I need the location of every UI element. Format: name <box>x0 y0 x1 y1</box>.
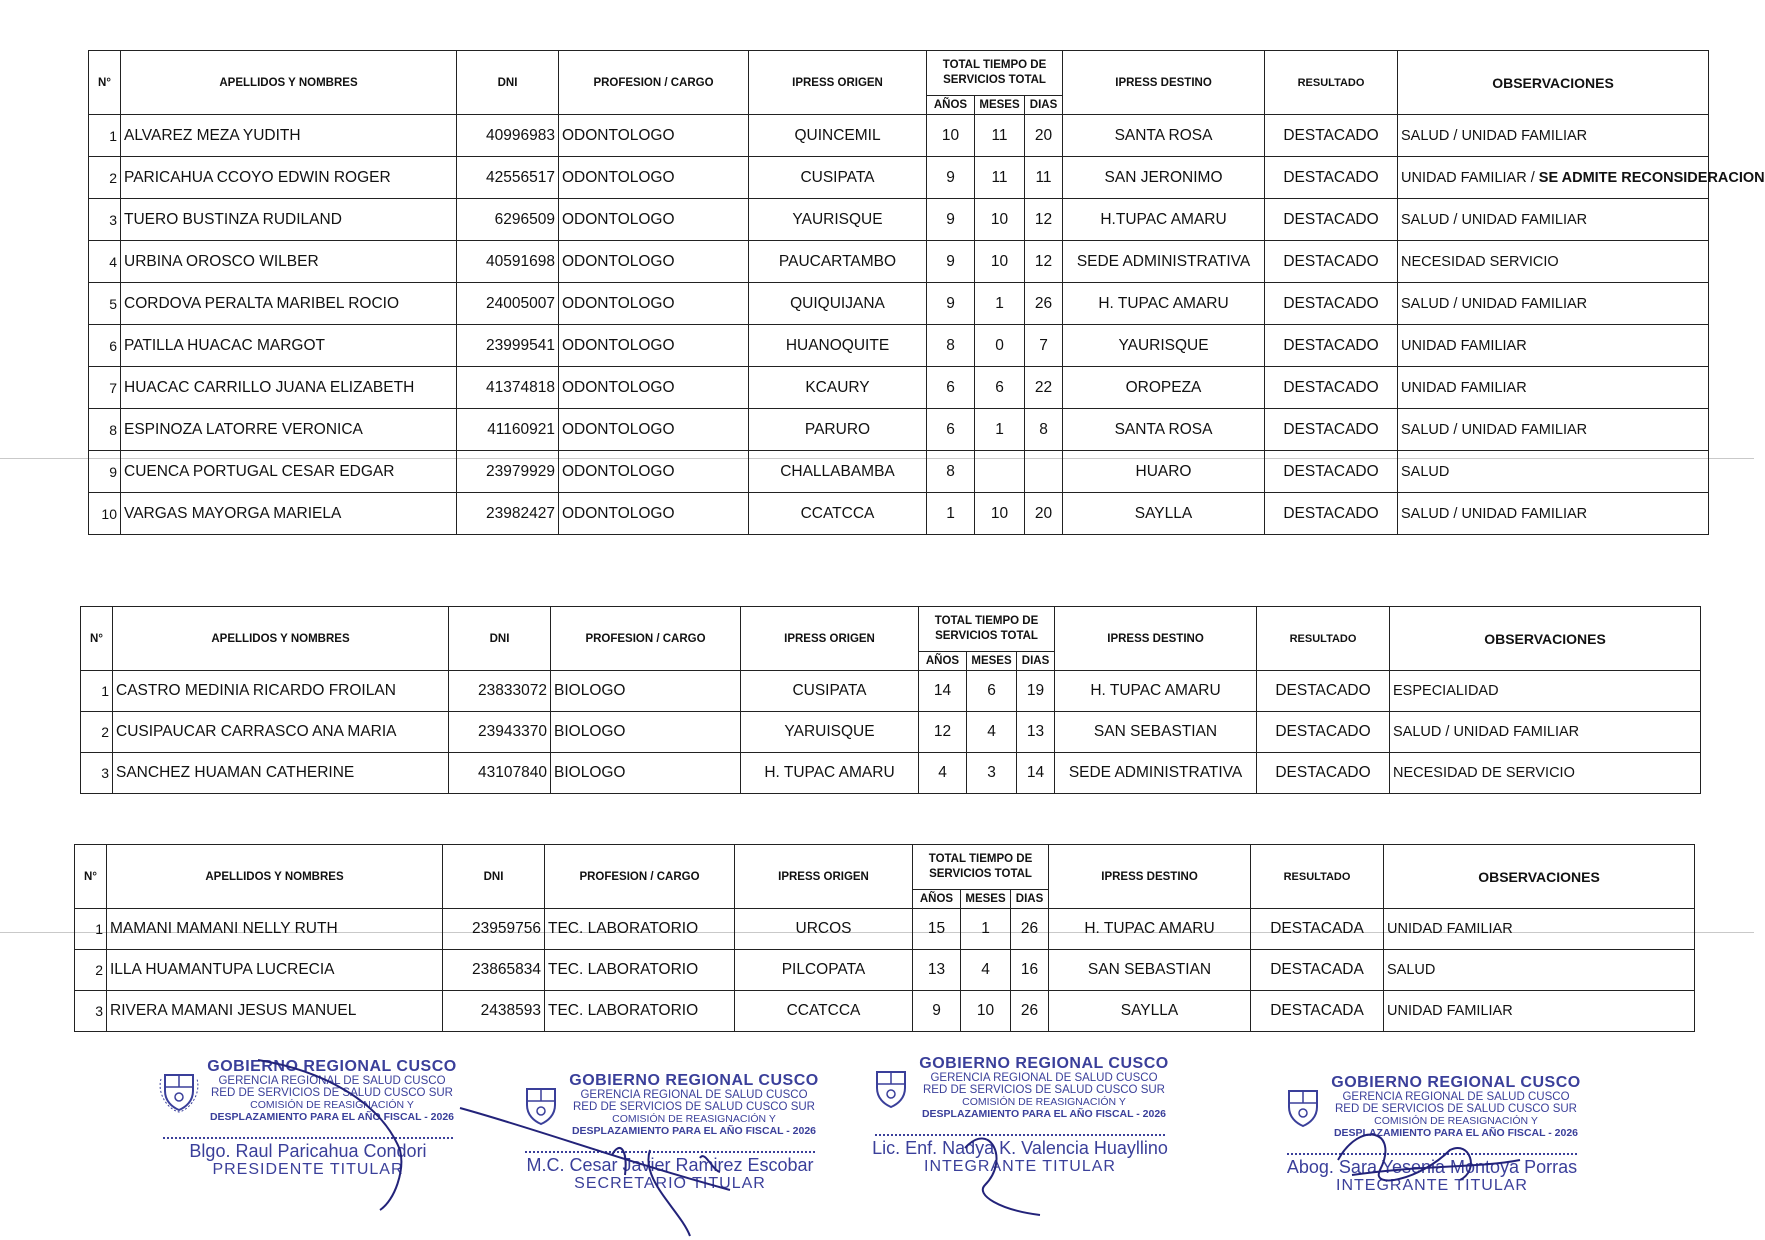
profession: ODONTOLOGO <box>559 493 749 535</box>
dni-value: 23865834 <box>443 950 545 991</box>
months-value: 4 <box>967 712 1017 753</box>
stamp-line-4: COMISIÓN DE REASIGNACIÓN Y <box>1374 1115 1538 1127</box>
ipress-destino: SAYLLA <box>1049 991 1251 1032</box>
ipress-origen: CCATCCA <box>735 991 913 1032</box>
full-name: URBINA OROSCO WILBER <box>121 241 457 283</box>
header-ipress-origen: IPRESS ORIGEN <box>741 607 919 671</box>
profession: BIOLOGO <box>551 671 741 712</box>
months-value: 6 <box>975 367 1025 409</box>
profession: ODONTOLOGO <box>559 409 749 451</box>
months-value: 10 <box>961 991 1011 1032</box>
coat-of-arms-icon <box>159 1069 199 1113</box>
ipress-destino: SANTA ROSA <box>1063 409 1265 451</box>
row-number: 2 <box>75 950 107 991</box>
ipress-origen: PARURO <box>749 409 927 451</box>
header-observaciones: OBSERVACIONES <box>1384 845 1695 909</box>
observation-text: SALUD / UNIDAD FAMILIAR <box>1401 127 1588 144</box>
ipress-origen: QUIQUIJANA <box>749 283 927 325</box>
days-value: 12 <box>1025 241 1063 283</box>
months-value <box>975 451 1025 493</box>
profession: ODONTOLOGO <box>559 451 749 493</box>
observation <box>1398 157 1765 199</box>
header-nombres: APELLIDOS Y NOMBRES <box>107 845 443 909</box>
row-number: 3 <box>81 753 113 794</box>
ipress-destino: HUARO <box>1063 451 1265 493</box>
result-value: DESTACADO <box>1265 115 1398 157</box>
years-value: 12 <box>919 712 967 753</box>
dni-value: 23833072 <box>449 671 551 712</box>
header-nombres: APELLIDOS Y NOMBRES <box>113 607 449 671</box>
header-ipress-destino: IPRESS DESTINO <box>1063 51 1265 115</box>
days-value: 11 <box>1025 157 1063 199</box>
full-name: ALVAREZ MEZA YUDITH <box>121 115 457 157</box>
days-value: 20 <box>1025 115 1063 157</box>
stamp-line-3: RED DE SERVICIOS DE SALUD CUSCO SUR <box>573 1101 815 1113</box>
stamp-line-2: GERENCIA REGIONAL DE SALUD CUSCO <box>218 1075 446 1087</box>
ipress-destino: SAN SEBASTIAN <box>1049 950 1251 991</box>
signature-block-presidente <box>148 1058 468 1179</box>
full-name: PATILLA HUACAC MARGOT <box>121 325 457 367</box>
table-row <box>89 451 1709 493</box>
row-number: 7 <box>89 367 121 409</box>
table-row <box>89 283 1709 325</box>
years-value: 9 <box>927 157 975 199</box>
days-value: 16 <box>1011 950 1049 991</box>
signatory-role: INTEGRANTE TITULAR <box>1336 1177 1528 1194</box>
observation <box>1390 671 1701 712</box>
ipress-destino: H. TUPAC AMARU <box>1049 909 1251 950</box>
full-name: VARGAS MAYORGA MARIELA <box>121 493 457 535</box>
header-resultado: RESULTADO <box>1257 607 1390 671</box>
dni-value: 6296509 <box>457 199 559 241</box>
observation-text: UNIDAD FAMILIAR <box>1387 921 1513 937</box>
table-row <box>81 753 1701 794</box>
ipress-destino: OROPEZA <box>1063 367 1265 409</box>
ipress-origen: QUINCEMIL <box>749 115 927 157</box>
days-value: 7 <box>1025 325 1063 367</box>
dni-value: 23999541 <box>457 325 559 367</box>
years-value: 15 <box>913 909 961 950</box>
stamp-line-5: DESPLAZAMIENTO PARA EL AÑO FISCAL - 2026 <box>921 1108 1167 1120</box>
signature-block-secretario <box>510 1072 830 1193</box>
header-nro: N° <box>75 845 107 909</box>
result-value: DESTACADO <box>1265 199 1398 241</box>
odontologo-table <box>88 50 1765 535</box>
ipress-origen: YARUISQUE <box>741 712 919 753</box>
row-number: 3 <box>89 199 121 241</box>
stamp-line-2: GERENCIA REGIONAL DE SALUD CUSCO <box>1342 1091 1570 1103</box>
ipress-destino: SANTA ROSA <box>1063 115 1265 157</box>
ipress-destino: SAN SEBASTIAN <box>1055 712 1257 753</box>
observation <box>1390 712 1701 753</box>
ipress-origen: HUANOQUITE <box>749 325 927 367</box>
dni-value: 2438593 <box>443 991 545 1032</box>
ipress-origen: PAUCARTAMBO <box>749 241 927 283</box>
signature-block-integrante-1 <box>860 1055 1180 1176</box>
dni-value: 23979929 <box>457 451 559 493</box>
ipress-destino: YAURISQUE <box>1063 325 1265 367</box>
months-value: 11 <box>975 157 1025 199</box>
ipress-destino: SEDE ADMINISTRATIVA <box>1063 241 1265 283</box>
row-number: 10 <box>89 493 121 535</box>
dni-value: 23982427 <box>457 493 559 535</box>
observation <box>1384 909 1695 950</box>
stamp-line-5: DESPLAZAMIENTO PARA EL AÑO FISCAL - 2026 <box>1333 1127 1579 1139</box>
profession: TEC. LABORATORIO <box>545 909 735 950</box>
observation <box>1384 991 1695 1032</box>
signatory-role: PRESIDENTE TITULAR <box>212 1161 404 1178</box>
months-value: 1 <box>975 283 1025 325</box>
header-total-tiempo: TOTAL TIEMPO DE SERVICIOS TOTAL <box>927 51 1063 96</box>
days-value <box>1025 451 1063 493</box>
header-dias: DIAS <box>1025 96 1063 115</box>
observation <box>1398 241 1709 283</box>
table-row <box>89 367 1709 409</box>
header-total-tiempo: TOTAL TIEMPO DE SERVICIOS TOTAL <box>919 607 1055 652</box>
table-row <box>89 115 1709 157</box>
header-anos: AÑOS <box>919 652 967 671</box>
observation-text: NECESIDAD SERVICIO <box>1401 253 1559 270</box>
days-value: 12 <box>1025 199 1063 241</box>
result-value: DESTACADO <box>1257 671 1390 712</box>
stamp-line-5: DESPLAZAMIENTO PARA EL AÑO FISCAL - 2026 <box>571 1125 817 1137</box>
ipress-origen: PILCOPATA <box>735 950 913 991</box>
dni-value: 41374818 <box>457 367 559 409</box>
table-row <box>75 950 1695 991</box>
stamp-line-2: GERENCIA REGIONAL DE SALUD CUSCO <box>580 1089 808 1101</box>
ipress-destino: H. TUPAC AMARU <box>1063 283 1265 325</box>
header-ipress-destino: IPRESS DESTINO <box>1055 607 1257 671</box>
profession: BIOLOGO <box>551 712 741 753</box>
table-row <box>89 409 1709 451</box>
table-row <box>89 325 1709 367</box>
stamp-line-1: GOBIERNO REGIONAL CUSCO <box>1331 1074 1581 1091</box>
header-profesion: PROFESION / CARGO <box>551 607 741 671</box>
observation-text: SALUD / UNIDAD FAMILIAR <box>1401 505 1588 522</box>
observation <box>1398 283 1709 325</box>
dni-value: 24005007 <box>457 283 559 325</box>
observation <box>1398 367 1709 409</box>
years-value: 13 <box>913 950 961 991</box>
stamp-line-4: COMISIÓN DE REASIGNACIÓN Y <box>250 1099 414 1111</box>
signatory-name: Abog. Sara Yesenia Montoya Porras <box>1286 1157 1578 1177</box>
days-value: 13 <box>1017 712 1055 753</box>
signature-dotted-line <box>1287 1153 1577 1155</box>
observation-text: UNIDAD FAMILIAR <box>1401 337 1527 354</box>
profession: ODONTOLOGO <box>559 115 749 157</box>
result-value: DESTACADO <box>1265 493 1398 535</box>
header-ipress-destino: IPRESS DESTINO <box>1049 845 1251 909</box>
ipress-origen: CUSIPATA <box>749 157 927 199</box>
observation-text: SALUD / UNIDAD FAMILIAR <box>1401 295 1588 312</box>
row-number: 8 <box>89 409 121 451</box>
ipress-origen: CCATCCA <box>749 493 927 535</box>
full-name: SANCHEZ HUAMAN CATHERINE <box>113 753 449 794</box>
row-number: 3 <box>75 991 107 1032</box>
ipress-destino: SEDE ADMINISTRATIVA <box>1055 753 1257 794</box>
header-profesion: PROFESION / CARGO <box>545 845 735 909</box>
months-value: 10 <box>975 493 1025 535</box>
signature-dotted-line <box>163 1137 453 1139</box>
observation-text: NECESIDAD DE SERVICIO <box>1393 765 1575 781</box>
header-observaciones: OBSERVACIONES <box>1390 607 1701 671</box>
years-value: 8 <box>927 451 975 493</box>
full-name: CUSIPAUCAR CARRASCO ANA MARIA <box>113 712 449 753</box>
row-number: 1 <box>75 909 107 950</box>
dni-value: 23943370 <box>449 712 551 753</box>
result-value: DESTACADO <box>1265 367 1398 409</box>
days-value: 22 <box>1025 367 1063 409</box>
profession: BIOLOGO <box>551 753 741 794</box>
dni-value: 40996983 <box>457 115 559 157</box>
header-total-tiempo: TOTAL TIEMPO DE SERVICIOS TOTAL <box>913 845 1049 890</box>
observation-highlight: SE ADMITE RECONSIDERACION <box>1538 169 1765 186</box>
official-stamp <box>1272 1074 1592 1139</box>
days-value: 20 <box>1025 493 1063 535</box>
header-resultado: RESULTADO <box>1251 845 1384 909</box>
observation-text: SALUD <box>1387 962 1436 978</box>
header-meses: MESES <box>975 96 1025 115</box>
years-value: 6 <box>927 367 975 409</box>
signature-block-integrante-2 <box>1272 1074 1592 1195</box>
days-value: 26 <box>1025 283 1063 325</box>
coat-of-arms-icon <box>871 1066 911 1110</box>
result-value: DESTACADO <box>1265 283 1398 325</box>
dni-value: 41160921 <box>457 409 559 451</box>
table-row <box>89 199 1709 241</box>
observation-text: UNIDAD FAMILIAR <box>1387 1003 1513 1019</box>
days-value: 8 <box>1025 409 1063 451</box>
stamp-line-4: COMISIÓN DE REASIGNACIÓN Y <box>612 1113 776 1125</box>
months-value: 3 <box>967 753 1017 794</box>
row-number: 5 <box>89 283 121 325</box>
table-row <box>81 712 1701 753</box>
observation <box>1398 451 1709 493</box>
months-value: 6 <box>967 671 1017 712</box>
header-nro: N° <box>81 607 113 671</box>
months-value: 1 <box>961 909 1011 950</box>
observation <box>1390 753 1701 794</box>
days-value: 19 <box>1017 671 1055 712</box>
years-value: 8 <box>927 325 975 367</box>
full-name: ESPINOZA LATORRE VERONICA <box>121 409 457 451</box>
table-row <box>81 671 1701 712</box>
profession: TEC. LABORATORIO <box>545 991 735 1032</box>
observation <box>1398 325 1709 367</box>
full-name: MAMANI MAMANI NELLY RUTH <box>107 909 443 950</box>
result-value: DESTACADA <box>1251 909 1384 950</box>
dni-value: 43107840 <box>449 753 551 794</box>
signatory-name: M.C. Cesar Javier Ramirez Escobar <box>526 1155 814 1175</box>
table-row <box>75 991 1695 1032</box>
ipress-origen: KCAURY <box>749 367 927 409</box>
years-value: 9 <box>913 991 961 1032</box>
signature-dotted-line <box>875 1134 1165 1136</box>
observation-text: UNIDAD FAMILIAR / <box>1401 169 1539 186</box>
header-nro: N° <box>89 51 121 115</box>
ipress-origen: CHALLABAMBA <box>749 451 927 493</box>
result-value: DESTACADO <box>1257 753 1390 794</box>
observation-text: SALUD <box>1401 463 1450 480</box>
years-value: 9 <box>927 199 975 241</box>
days-value: 26 <box>1011 909 1049 950</box>
profession: ODONTOLOGO <box>559 283 749 325</box>
result-value: DESTACADO <box>1265 451 1398 493</box>
full-name: PARICAHUA CCOYO EDWIN ROGER <box>121 157 457 199</box>
years-value: 14 <box>919 671 967 712</box>
result-value: DESTACADO <box>1265 241 1398 283</box>
table-row <box>75 909 1695 950</box>
profession: ODONTOLOGO <box>559 157 749 199</box>
official-stamp <box>148 1058 468 1123</box>
result-value: DESTACADO <box>1265 409 1398 451</box>
result-value: DESTACADO <box>1257 712 1390 753</box>
stamp-line-3: RED DE SERVICIOS DE SALUD CUSCO SUR <box>923 1084 1165 1096</box>
header-resultado: RESULTADO <box>1265 51 1398 115</box>
observation-text: SALUD / UNIDAD FAMILIAR <box>1393 724 1580 740</box>
ipress-destino: H. TUPAC AMARU <box>1055 671 1257 712</box>
years-value: 4 <box>919 753 967 794</box>
table-row <box>89 493 1709 535</box>
observation <box>1398 115 1709 157</box>
full-name: ILLA HUAMANTUPA LUCRECIA <box>107 950 443 991</box>
row-number: 2 <box>89 157 121 199</box>
ipress-origen: CUSIPATA <box>741 671 919 712</box>
stamp-line-1: GOBIERNO REGIONAL CUSCO <box>919 1055 1169 1072</box>
header-observaciones: OBSERVACIONES <box>1398 51 1709 115</box>
header-dni: DNI <box>443 845 545 909</box>
ipress-destino: H.TUPAC AMARU <box>1063 199 1265 241</box>
profession: TEC. LABORATORIO <box>545 950 735 991</box>
signatory-name: Blgo. Raul Paricahua Condori <box>189 1141 427 1161</box>
months-value: 11 <box>975 115 1025 157</box>
signatory-role: SECRETARIO TITULAR <box>574 1175 766 1192</box>
months-value: 1 <box>975 409 1025 451</box>
row-number: 6 <box>89 325 121 367</box>
ipress-origen: URCOS <box>735 909 913 950</box>
full-name: CUENCA PORTUGAL CESAR EDGAR <box>121 451 457 493</box>
header-meses: MESES <box>967 652 1017 671</box>
coat-of-arms-icon <box>1283 1085 1323 1129</box>
signature-dotted-line <box>525 1151 815 1153</box>
coat-of-arms-icon <box>521 1083 561 1127</box>
header-dias: DIAS <box>1017 652 1055 671</box>
row-number: 1 <box>81 671 113 712</box>
months-value: 4 <box>961 950 1011 991</box>
stamp-line-3: RED DE SERVICIOS DE SALUD CUSCO SUR <box>211 1087 453 1099</box>
full-name: CASTRO MEDINIA RICARDO FROILAN <box>113 671 449 712</box>
result-value: DESTACADA <box>1251 950 1384 991</box>
full-name: TUERO BUSTINZA RUDILAND <box>121 199 457 241</box>
row-number: 2 <box>81 712 113 753</box>
official-stamp <box>510 1072 830 1137</box>
observation <box>1398 493 1709 535</box>
header-profesion: PROFESION / CARGO <box>559 51 749 115</box>
years-value: 9 <box>927 283 975 325</box>
days-value: 26 <box>1011 991 1049 1032</box>
observation-text: SALUD / UNIDAD FAMILIAR <box>1401 421 1588 438</box>
months-value: 0 <box>975 325 1025 367</box>
observation-text: ESPECIALIDAD <box>1393 683 1499 699</box>
dni-value: 40591698 <box>457 241 559 283</box>
result-value: DESTACADO <box>1265 325 1398 367</box>
signatory-name: Lic. Enf. Nadya K. Valencia Huayllino <box>872 1138 1168 1158</box>
dni-value: 23959756 <box>443 909 545 950</box>
profession: ODONTOLOGO <box>559 199 749 241</box>
official-stamp <box>860 1055 1180 1120</box>
header-ipress-origen: IPRESS ORIGEN <box>735 845 913 909</box>
result-value: DESTACADO <box>1265 157 1398 199</box>
row-number: 1 <box>89 115 121 157</box>
years-value: 6 <box>927 409 975 451</box>
header-ipress-origen: IPRESS ORIGEN <box>749 51 927 115</box>
months-value: 10 <box>975 199 1025 241</box>
observation-text: SALUD / UNIDAD FAMILIAR <box>1401 211 1588 228</box>
full-name: HUACAC CARRILLO JUANA ELIZABETH <box>121 367 457 409</box>
header-anos: AÑOS <box>927 96 975 115</box>
stamp-line-4: COMISIÓN DE REASIGNACIÓN Y <box>962 1096 1126 1108</box>
observation <box>1384 950 1695 991</box>
months-value: 10 <box>975 241 1025 283</box>
header-nombres: APELLIDOS Y NOMBRES <box>121 51 457 115</box>
stamp-line-5: DESPLAZAMIENTO PARA EL AÑO FISCAL - 2026 <box>209 1111 455 1123</box>
result-value: DESTACADA <box>1251 991 1384 1032</box>
row-number: 4 <box>89 241 121 283</box>
stamp-line-3: RED DE SERVICIOS DE SALUD CUSCO SUR <box>1335 1103 1577 1115</box>
ipress-origen: YAURISQUE <box>749 199 927 241</box>
header-dias: DIAS <box>1011 890 1049 909</box>
years-value: 10 <box>927 115 975 157</box>
stamp-line-1: GOBIERNO REGIONAL CUSCO <box>207 1058 457 1075</box>
full-name: CORDOVA PERALTA MARIBEL ROCIO <box>121 283 457 325</box>
row-number: 9 <box>89 451 121 493</box>
tec-laboratorio-table <box>74 844 1695 1032</box>
stamp-line-1: GOBIERNO REGIONAL CUSCO <box>569 1072 819 1089</box>
observation-text: UNIDAD FAMILIAR <box>1401 379 1527 396</box>
stamp-line-2: GERENCIA REGIONAL DE SALUD CUSCO <box>930 1072 1158 1084</box>
header-anos: AÑOS <box>913 890 961 909</box>
profession: ODONTOLOGO <box>559 325 749 367</box>
years-value: 1 <box>927 493 975 535</box>
ipress-origen: H. TUPAC AMARU <box>741 753 919 794</box>
profession: ODONTOLOGO <box>559 241 749 283</box>
biologo-table <box>80 606 1701 794</box>
profession: ODONTOLOGO <box>559 367 749 409</box>
table-row <box>89 157 1709 199</box>
ipress-destino: SAN JERONIMO <box>1063 157 1265 199</box>
table-row <box>89 241 1709 283</box>
years-value: 9 <box>927 241 975 283</box>
full-name: RIVERA MAMANI JESUS MANUEL <box>107 991 443 1032</box>
header-dni: DNI <box>449 607 551 671</box>
signatory-role: INTEGRANTE TITULAR <box>924 1158 1116 1175</box>
days-value: 14 <box>1017 753 1055 794</box>
ipress-destino: SAYLLA <box>1063 493 1265 535</box>
observation <box>1398 409 1709 451</box>
observation <box>1398 199 1709 241</box>
header-meses: MESES <box>961 890 1011 909</box>
dni-value: 42556517 <box>457 157 559 199</box>
header-dni: DNI <box>457 51 559 115</box>
